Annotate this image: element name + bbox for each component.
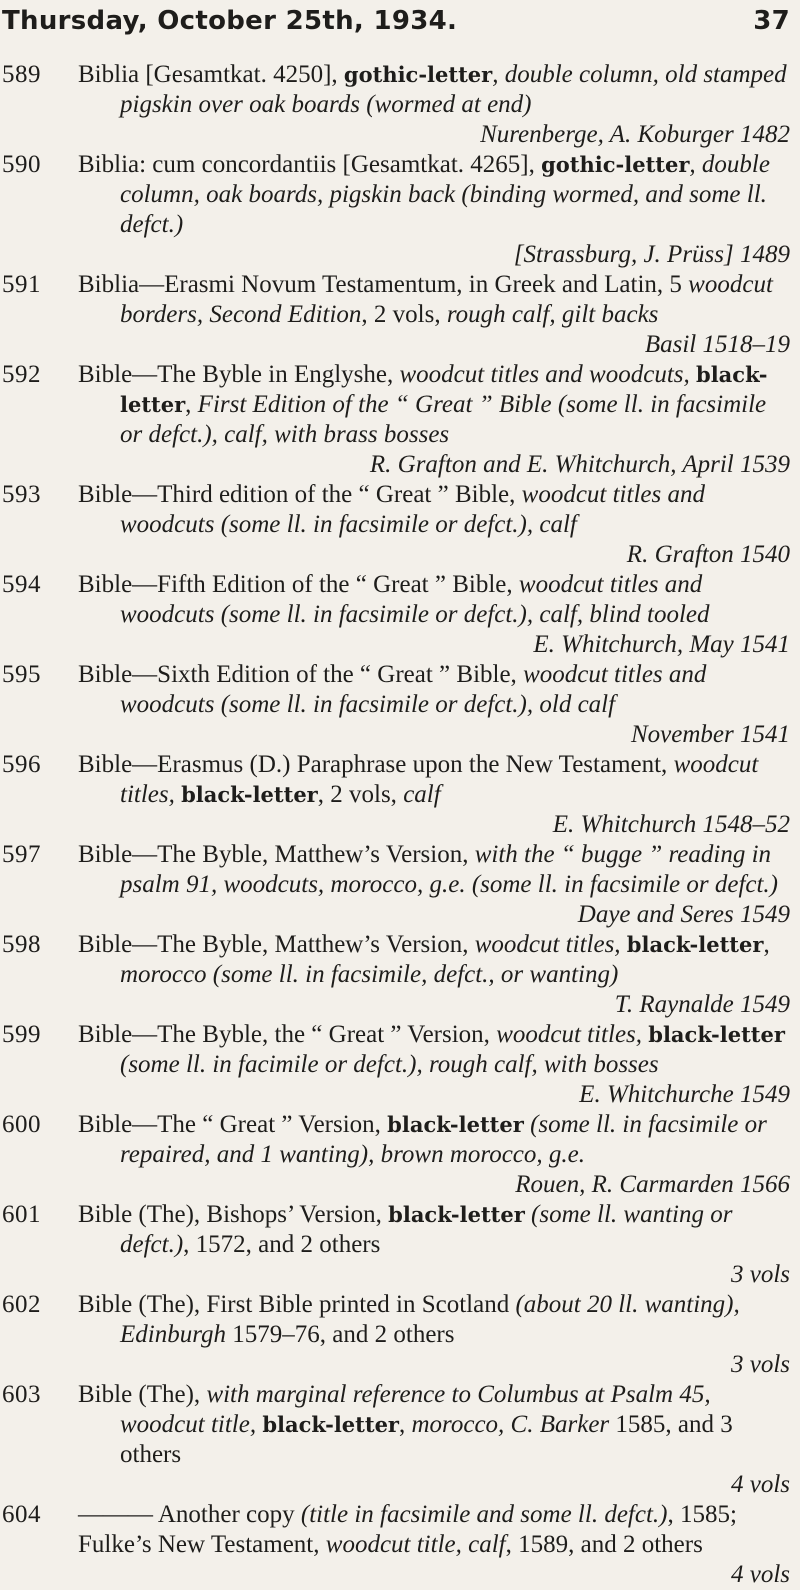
description-text: ,	[185, 391, 198, 418]
description-text: woodcut titles,	[474, 931, 627, 958]
lot-number: 596	[2, 751, 41, 778]
description-text: rough calf, gilt backs	[446, 301, 659, 328]
lot-imprint	[78, 900, 790, 930]
lot-description	[78, 660, 790, 720]
lot-imprint	[78, 330, 790, 360]
description-text: woodcut borders, Second Edition	[120, 271, 773, 328]
imprint-text: T. Raynalde 1549	[614, 991, 790, 1018]
lot-description	[78, 840, 790, 900]
lot-imprint	[78, 1560, 790, 1590]
lot-imprint	[78, 630, 790, 660]
lot-number: 598	[2, 931, 41, 958]
description-text: Bible—The Byble, the “ Great ” Version,	[78, 1021, 497, 1048]
lot-entry	[0, 840, 790, 930]
lot-description	[78, 150, 790, 240]
description-text: (some ll. wanting or defct.)	[120, 1201, 733, 1258]
lot-list	[0, 60, 790, 1590]
description-text: (about 20 ll. wanting), Edinburgh	[120, 1291, 740, 1348]
description-text: morocco (some ll. in facsimile, defct., or wanting)	[120, 961, 619, 988]
description-text: Biblia—Erasmi Novum Testamentum, in Greek and Latin, 5	[78, 271, 689, 298]
description-text: Biblia [Gesamtkat. 4250],	[78, 61, 344, 88]
description-text: woodcut titles and woodcuts,	[399, 361, 697, 388]
description-text: Bible—The Byble in Englyshe,	[78, 361, 400, 388]
lot-description	[78, 360, 790, 450]
lot-description	[78, 930, 790, 990]
description-text: , 1589, and 2 others	[505, 1531, 703, 1558]
imprint-text: R. Grafton 1540	[626, 541, 790, 568]
lot-body	[78, 660, 790, 750]
description-text: Bible—The “ Great ” Version,	[78, 1111, 388, 1138]
description-text: First Edition of the “ Great ” Bible (some ll. in facsimile or defct.), calf, with brass bosses	[120, 391, 767, 448]
lot-number: 589	[2, 61, 41, 88]
lot-entry	[0, 1500, 790, 1590]
black-letter-term: black-letter	[648, 1022, 785, 1047]
lot-number: 591	[2, 271, 41, 298]
lot-number: 602	[2, 1291, 41, 1318]
lot-entry	[0, 1290, 790, 1380]
lot-entry	[0, 750, 790, 840]
imprint-text: R. Grafton and E. Whitchurch, April 1539	[369, 451, 790, 478]
lot-body	[78, 840, 790, 930]
lot-description	[78, 480, 790, 540]
description-text: 1579–76, and 2 others	[226, 1321, 455, 1348]
description-text: Bible—Fifth Edition of the “ Great ” Bible,	[78, 571, 519, 598]
lot-number: 594	[2, 571, 41, 598]
description-text: , 1585; Fulke’s New Testament,	[78, 1501, 737, 1558]
imprint-text: 3 vols	[730, 1351, 790, 1378]
description-text: (title in facsimile and some ll. defct.)	[300, 1501, 668, 1528]
lot-body	[78, 1500, 790, 1590]
lot-imprint	[78, 720, 790, 750]
lot-description	[78, 1290, 790, 1350]
lot-description	[78, 60, 790, 120]
imprint-text: Nurenberge, A. Koburger 1482	[480, 121, 790, 148]
description-text: Bible (The),	[78, 1381, 207, 1408]
lot-description	[78, 1110, 790, 1170]
imprint-text: Basil 1518–19	[644, 331, 790, 358]
lot-entry	[0, 480, 790, 570]
lot-entry	[0, 150, 790, 270]
lot-imprint	[78, 1260, 790, 1290]
description-text: Bible—Sixth Edition of the “ Great ” Bible,	[78, 661, 524, 688]
lot-body	[78, 930, 790, 1020]
description-text: woodcut titles and woodcuts (some ll. in facsimile or defct.), calf	[120, 481, 705, 538]
lot-imprint	[78, 810, 790, 840]
description-text: Bible—Third edition of the “ Great ” Bible,	[78, 481, 522, 508]
description-text: with marginal reference to Columbus at Psalm 45, woodcut title,	[120, 1381, 711, 1438]
lot-number: 597	[2, 841, 41, 868]
lot-imprint	[78, 1470, 790, 1500]
lot-description	[78, 570, 790, 630]
black-letter-term: black-letter	[388, 1202, 525, 1227]
lot-imprint	[78, 540, 790, 570]
lot-body	[78, 570, 790, 660]
imprint-text: 4 vols	[730, 1471, 790, 1498]
lot-imprint	[78, 1080, 790, 1110]
lot-body	[78, 270, 790, 360]
description-text: Biblia: cum concordantiis [Gesamtkat. 4265],	[78, 151, 542, 178]
lot-number: 593	[2, 481, 41, 508]
lot-number: 603	[2, 1381, 41, 1408]
imprint-text: 4 vols	[730, 1561, 790, 1588]
lot-entry	[0, 660, 790, 750]
lot-number: 604	[2, 1501, 41, 1528]
lot-number: 600	[2, 1111, 41, 1138]
page-header	[0, 2, 790, 42]
description-text: Bible—The Byble, Matthew’s Version,	[78, 841, 475, 868]
lot-number: 595	[2, 661, 41, 688]
lot-body	[78, 150, 790, 270]
lot-entry	[0, 1380, 790, 1500]
imprint-text: Daye and Seres 1549	[577, 901, 790, 928]
page-number: 37	[753, 6, 790, 36]
lot-body	[78, 750, 790, 840]
lot-number: 592	[2, 361, 41, 388]
page-date: Thursday, October 25th, 1934.	[2, 6, 458, 36]
description-text: Bible (The), First Bible printed in Scotland	[78, 1291, 516, 1318]
description-text: ——— Another copy	[78, 1501, 301, 1528]
lot-body	[78, 480, 790, 570]
description-text: woodcut titles and woodcuts (some ll. in facsimile or defct.), calf, blind tooled	[120, 571, 710, 628]
description-text: woodcut titles and woodcuts (some ll. in facsimile or defct.), old calf	[120, 661, 707, 718]
lot-number: 601	[2, 1201, 41, 1228]
description-text: , 1572, and 2 others	[183, 1231, 381, 1258]
imprint-text: E. Whitchurch, May 1541	[533, 631, 790, 658]
black-letter-term: black-letter	[181, 782, 318, 807]
lot-number: 590	[2, 151, 41, 178]
description-text: woodcut titles,	[120, 751, 759, 808]
lot-imprint	[78, 990, 790, 1020]
lot-description	[78, 1020, 790, 1080]
black-letter-term: gothic-letter	[343, 62, 493, 87]
description-text: calf	[403, 781, 441, 808]
lot-description	[78, 1500, 790, 1560]
description-text: Bible (The), Bishops’ Version,	[78, 1201, 389, 1228]
imprint-text: November 1541	[631, 721, 790, 748]
lot-body	[78, 60, 790, 150]
black-letter-term: gothic-letter	[541, 152, 690, 177]
lot-description	[78, 1380, 790, 1470]
imprint-text: 3 vols	[730, 1261, 790, 1288]
lot-body	[78, 1020, 790, 1110]
lot-body	[78, 1290, 790, 1380]
lot-imprint	[78, 1170, 790, 1200]
lot-imprint	[78, 120, 790, 150]
description-text: Bible—The Byble, Matthew’s Version,	[78, 931, 475, 958]
lot-entry	[0, 570, 790, 660]
lot-body	[78, 1110, 790, 1200]
lot-imprint	[78, 240, 790, 270]
imprint-text: E. Whitchurch 1548–52	[552, 811, 790, 838]
lot-body	[78, 360, 790, 480]
lot-entry	[0, 1020, 790, 1110]
black-letter-term: black-letter	[120, 362, 768, 417]
lot-entry	[0, 360, 790, 480]
black-letter-term: black-letter	[626, 932, 764, 957]
imprint-text: Rouen, R. Carmarden 1566	[515, 1171, 790, 1198]
description-text: 1585, and 3 others	[120, 1411, 733, 1468]
lot-number: 599	[2, 1021, 41, 1048]
description-text: (some ll. in facsimile or repaired, and 1 wanting), brown morocco, g.e.	[120, 1111, 767, 1168]
lot-body	[78, 1380, 790, 1500]
description-text: (some ll. in facimile or defct.), rough calf, with bosses	[120, 1051, 659, 1078]
lot-imprint	[78, 1350, 790, 1380]
description-text: , double column, old stamped pigskin over oak boards (wormed at end)	[120, 61, 787, 118]
imprint-text: E. Whitchurche 1549	[579, 1081, 790, 1108]
lot-entry	[0, 1110, 790, 1200]
imprint-text: [Strassburg, J. Prüss] 1489	[513, 241, 790, 268]
description-text: , double column, oak boards, pigskin back (binding wormed, and some ll. defct.)	[120, 151, 770, 238]
lot-entry	[0, 930, 790, 1020]
lot-description	[78, 1200, 790, 1260]
description-text: , 2 vols,	[361, 301, 447, 328]
lot-entry	[0, 270, 790, 360]
description-text: woodcut titles,	[496, 1021, 649, 1048]
description-text: ,	[399, 1411, 412, 1438]
black-letter-term: black-letter	[262, 1412, 399, 1437]
black-letter-term: black-letter	[387, 1112, 524, 1137]
description-text: Bible—Erasmus (D.) Paraphrase upon the New Testament,	[78, 751, 674, 778]
lot-imprint	[78, 450, 790, 480]
description-text: , 2 vols,	[317, 781, 404, 808]
description-text: woodcut title, calf	[325, 1531, 506, 1558]
description-text: morocco, C. Barker	[411, 1411, 610, 1438]
lot-description	[78, 270, 790, 330]
description-text: with the “ bugge ” reading in psalm 91, woodcuts, morocco, g.e. (some ll. in facsimile or defct.)	[120, 841, 779, 898]
lot-description	[78, 750, 790, 810]
lot-entry	[0, 60, 790, 150]
description-text: ,	[763, 931, 770, 958]
